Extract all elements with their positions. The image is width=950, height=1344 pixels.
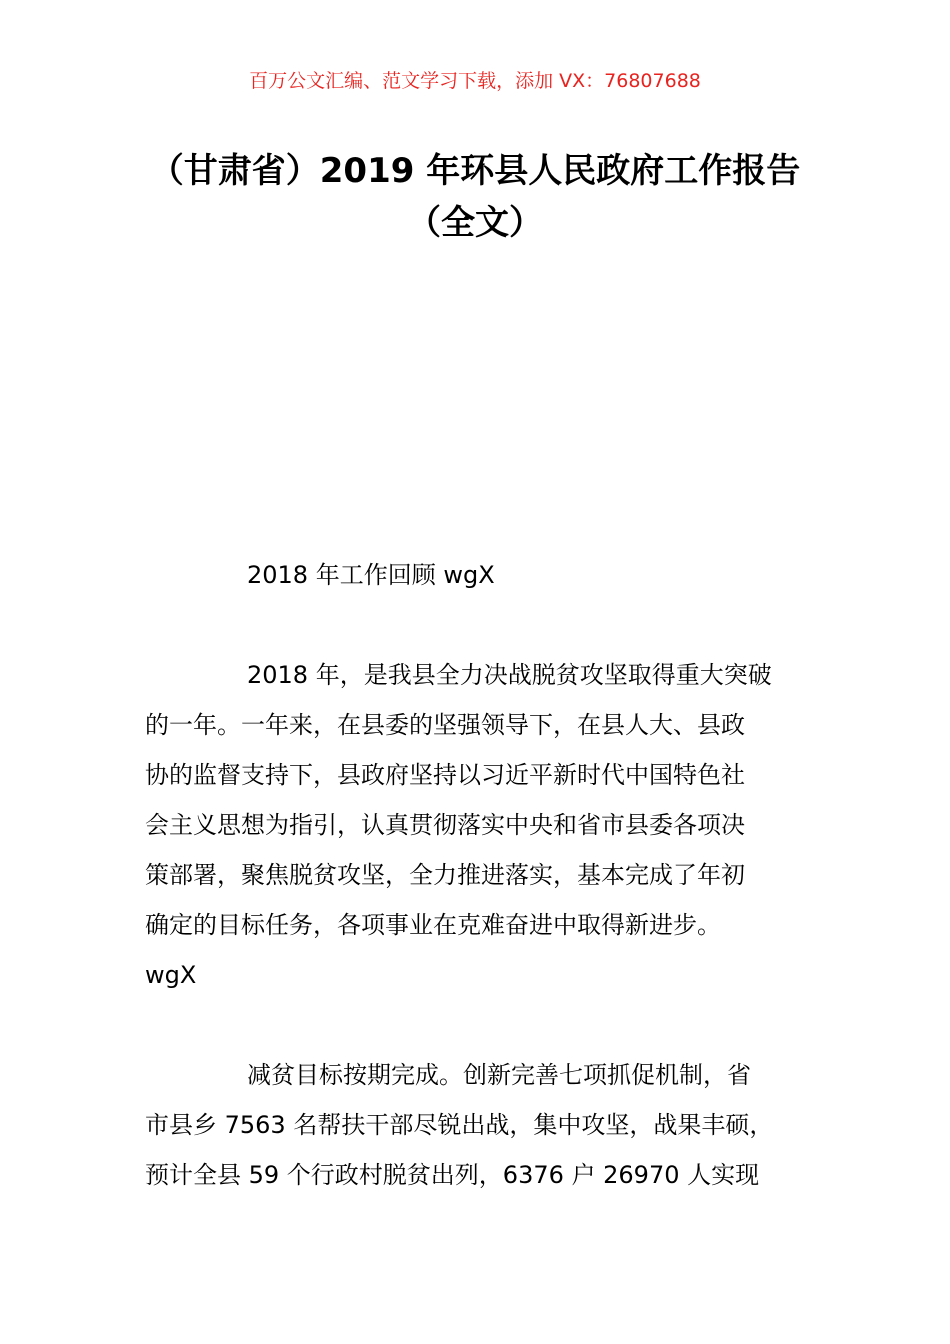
document-body bbox=[145, 550, 817, 1200]
paragraph-review-summary bbox=[145, 650, 817, 1000]
paragraph-line: 确定的目标任务，各项事业在克难奋进中取得新进步。 bbox=[145, 911, 721, 939]
title-line-2: （全文） bbox=[407, 203, 543, 243]
paragraph-line: 会主义思想为指引，认真贯彻落实中央和省市县委各项决 bbox=[145, 811, 745, 839]
paragraph-line: 的一年。一年来，在县委的坚强领导下，在县人大、县政 bbox=[145, 711, 745, 739]
paragraph-line: 市县乡 7563 名帮扶干部尽锐出战，集中攻坚，战果丰硕， bbox=[145, 1111, 774, 1139]
section-heading bbox=[145, 550, 817, 600]
document-title bbox=[60, 145, 890, 249]
paragraph-line: 减贫目标按期完成。创新完善七项抓促机制，省 bbox=[247, 1061, 751, 1089]
paragraph-line: 预计全县 59 个行政村脱贫出列，6376 户 26970 人实现 bbox=[145, 1161, 760, 1189]
paragraph-line: 2018 年，是我县全力决战脱贫攻坚取得重大突破 bbox=[247, 661, 772, 689]
title-line-1: （甘肃省）2019 年环县人民政府工作报告 bbox=[149, 151, 801, 191]
paragraph-line: wgX bbox=[145, 961, 197, 989]
paragraph-poverty-reduction bbox=[145, 1050, 817, 1200]
watermark-banner: 百万公文汇编、范文学习下载，添加 VX：76807688 bbox=[249, 70, 701, 92]
section-heading-text: 2018 年工作回顾 wgX bbox=[247, 561, 495, 589]
paragraph-line: 协的监督支持下，县政府坚持以习近平新时代中国特色社 bbox=[145, 761, 745, 789]
paragraph-line: 策部署，聚焦脱贫攻坚，全力推进落实，基本完成了年初 bbox=[145, 861, 745, 889]
